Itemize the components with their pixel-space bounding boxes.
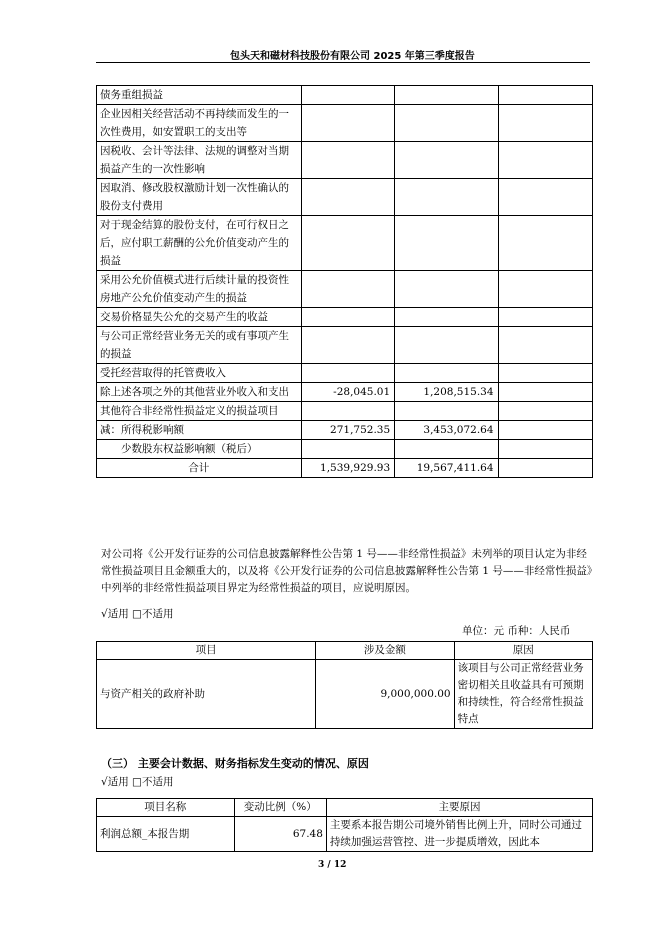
table-cell-ytd: 1,208,515.34 bbox=[395, 383, 498, 402]
t3-header-ratio: 变动比例（%） bbox=[234, 799, 326, 817]
table-cell-ytd: 3,453,072.64 bbox=[395, 421, 498, 440]
table-row bbox=[97, 105, 593, 142]
table-cell-note bbox=[498, 271, 592, 308]
applicability-check-1: √适用 □不适用 bbox=[101, 608, 174, 620]
table-row bbox=[97, 271, 593, 308]
report-header: 包头天和磁材科技股份有限公司 2025 年第三季度报告 bbox=[230, 51, 475, 62]
table-cell-note bbox=[498, 459, 592, 478]
table-cell-item: 与公司正常经营业务无关的或有事项产生的损益 bbox=[97, 327, 302, 364]
table-cell-ytd bbox=[395, 142, 498, 179]
t2-reason: 该项目与公司正常经营业务密切相关且收益具有可预期和持续性，符合经常性损益特点 bbox=[454, 660, 592, 729]
t3-item: 利润总额_本报告期 bbox=[97, 817, 235, 852]
table-cell-current bbox=[301, 327, 395, 364]
table-cell-note bbox=[498, 383, 592, 402]
table-cell-note bbox=[498, 216, 592, 271]
t2-header-item: 项目 bbox=[97, 642, 316, 660]
table-cell-item: 交易价格显失公允的交易产生的收益 bbox=[97, 308, 302, 327]
units-label: 单位：元 币种：人民币 bbox=[462, 625, 571, 637]
table-cell-current bbox=[301, 86, 395, 105]
table-cell-note bbox=[498, 402, 592, 421]
table-cell-ytd bbox=[395, 364, 498, 383]
table-row bbox=[97, 308, 593, 327]
table-row bbox=[97, 402, 593, 421]
table-cell-item: 对于现金结算的股份支付，在可行权日之后，应付职工薪酬的公允价值变动产生的损益 bbox=[97, 216, 302, 271]
table-cell-item: 除上述各项之外的其他营业外收入和支出 bbox=[97, 383, 302, 402]
table-cell-current bbox=[301, 402, 395, 421]
table-cell-note bbox=[498, 327, 592, 364]
table-cell-item: 债务重组损益 bbox=[97, 86, 302, 105]
non-recurring-items-table bbox=[96, 85, 593, 478]
table-cell-ytd bbox=[395, 308, 498, 327]
header-rule bbox=[96, 62, 590, 63]
table-cell-note bbox=[498, 142, 592, 179]
table-cell-note bbox=[498, 179, 592, 216]
table-row bbox=[97, 383, 593, 402]
table-cell-ytd bbox=[395, 105, 498, 142]
table-row bbox=[97, 421, 593, 440]
table-cell-current bbox=[301, 308, 395, 327]
table-row bbox=[97, 216, 593, 271]
table-cell-current bbox=[301, 216, 395, 271]
t3-reason: 主要系本报告期公司境外销售比例上升，同时公司通过持续加强运营管控、进一步提质增效，因此本 bbox=[326, 817, 592, 852]
table-cell-current bbox=[301, 179, 395, 216]
applicability-check-2: √适用 □不适用 bbox=[101, 776, 174, 788]
table-cell-item: 少数股东权益影响额（税后） bbox=[97, 440, 302, 459]
t2-amount: 9,000,000.00 bbox=[316, 660, 454, 729]
t3-ratio: 67.48 bbox=[234, 817, 326, 852]
table-cell-item: 采用公允价值模式进行后续计量的投资性房地产公允价值变动产生的损益 bbox=[97, 271, 302, 308]
t3-header-reason: 主要原因 bbox=[326, 799, 592, 817]
table-row bbox=[97, 459, 593, 478]
table-cell-ytd bbox=[395, 179, 498, 216]
table-cell-note bbox=[498, 86, 592, 105]
table-cell-current bbox=[301, 440, 395, 459]
table-row bbox=[97, 440, 593, 459]
table-cell-item: 因税收、会计等法律、法规的调整对当期损益产生的一次性影响 bbox=[97, 142, 302, 179]
table-cell-note bbox=[498, 364, 592, 383]
table-cell-current bbox=[301, 142, 395, 179]
disclosure-paragraph: 对公司将《公开发行证券的公司信息披露解释性公告第 1 号——非经常性损益》未列举的项目认定为非经常性损益项目且金额重大的，以及将《公开发行证券的公司信息披露解释性公告第 1 号——非经常性损益》中列举的非经常性损益项目界定为经常性损益的项目，应说明原因。 bbox=[101, 548, 593, 594]
table-cell-note bbox=[498, 421, 592, 440]
table-row bbox=[97, 86, 593, 105]
table-row bbox=[97, 364, 593, 383]
table-cell-ytd bbox=[395, 86, 498, 105]
table-cell-item: 因取消、修改股权激励计划一次性确认的股份支付费用 bbox=[97, 179, 302, 216]
t2-header-amount: 涉及金额 bbox=[316, 642, 454, 660]
table-cell-current: 1,539,929.93 bbox=[301, 459, 395, 478]
table-cell-ytd bbox=[395, 402, 498, 421]
table-row bbox=[97, 142, 593, 179]
t3-header-item: 项目名称 bbox=[97, 799, 235, 817]
table-cell-current bbox=[301, 271, 395, 308]
section-title: （三） 主要会计数据、财务指标发生变动的情况、原因 bbox=[101, 757, 369, 770]
table-cell-item: 其他符合非经常性损益定义的损益项目 bbox=[97, 402, 302, 421]
t2-item: 与资产相关的政府补助 bbox=[97, 660, 316, 729]
table-row bbox=[97, 327, 593, 364]
table-cell-item: 减：所得税影响额 bbox=[97, 421, 302, 440]
table-cell-item: 企业因相关经营活动不再持续而发生的一次性费用，如安置职工的支出等 bbox=[97, 105, 302, 142]
table-cell-note bbox=[498, 440, 592, 459]
table-cell-current: -28,045.01 bbox=[301, 383, 395, 402]
table-cell-ytd bbox=[395, 327, 498, 364]
table-row bbox=[97, 179, 593, 216]
table-cell-note bbox=[498, 308, 592, 327]
table-cell-current: 271,752.35 bbox=[301, 421, 395, 440]
table-cell-ytd bbox=[395, 440, 498, 459]
t2-header-reason: 原因 bbox=[454, 642, 592, 660]
change-reasons-table bbox=[96, 798, 593, 852]
table-cell-ytd: 19,567,411.64 bbox=[395, 459, 498, 478]
table-cell-current bbox=[301, 105, 395, 142]
table-cell-item: 受托经营取得的托管费收入 bbox=[97, 364, 302, 383]
table-cell-current bbox=[301, 364, 395, 383]
table-cell-ytd bbox=[395, 271, 498, 308]
recurring-items-table bbox=[96, 641, 593, 729]
page-number: 3 / 12 bbox=[318, 860, 347, 870]
table-cell-item: 合计 bbox=[97, 459, 302, 478]
table-cell-ytd bbox=[395, 216, 498, 271]
table-cell-note bbox=[498, 105, 592, 142]
